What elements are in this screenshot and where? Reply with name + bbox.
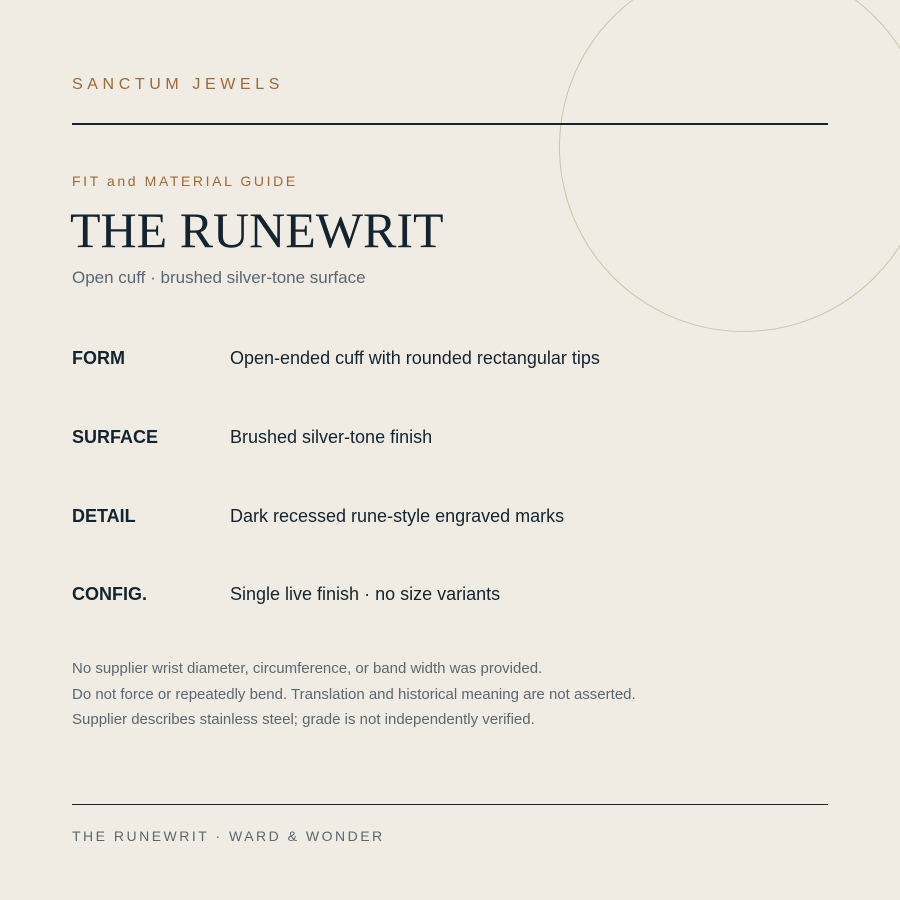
bottom-divider [72, 804, 828, 805]
top-divider [72, 123, 828, 125]
spec-row-surface [72, 427, 828, 451]
spec-row-detail [72, 506, 828, 530]
spec-value-detail: Dark recessed rune-style engraved marks [230, 506, 565, 526]
spec-label-surface: SURFACE [72, 427, 159, 447]
note-line: Do not force or repeatedly bend. Translation and historical meaning are not asserted. [72, 685, 636, 703]
page-subtitle: Open cuff · brushed silver-tone surface [72, 268, 366, 287]
guide-eyebrow: FIT and MATERIAL GUIDE [72, 173, 298, 189]
spec-value-config: Single live finish · no size variants [230, 584, 501, 604]
spec-value-form: Open-ended cuff with rounded rectangular tips [230, 348, 600, 368]
note-line: Supplier describes stainless steel; grade is not independently verified. [72, 711, 535, 728]
brand-name: SANCTUM JEWELS [72, 76, 284, 93]
decorative-circle [559, 0, 900, 332]
spec-value-surface: Brushed silver-tone finish [230, 427, 433, 447]
spec-row-config [72, 584, 828, 608]
spec-row-form [72, 348, 828, 372]
footer-text: THE RUNEWRIT · WARD & WONDER [72, 828, 385, 844]
note-line: No supplier wrist diameter, circumference, or band width was provided. [72, 660, 543, 677]
spec-label-form: FORM [72, 348, 125, 368]
spec-label-config: CONFIG. [72, 584, 147, 604]
page-title: THE RUNEWRIT [70, 202, 444, 258]
disclaimer-notes [72, 656, 636, 733]
spec-label-detail: DETAIL [72, 506, 136, 526]
